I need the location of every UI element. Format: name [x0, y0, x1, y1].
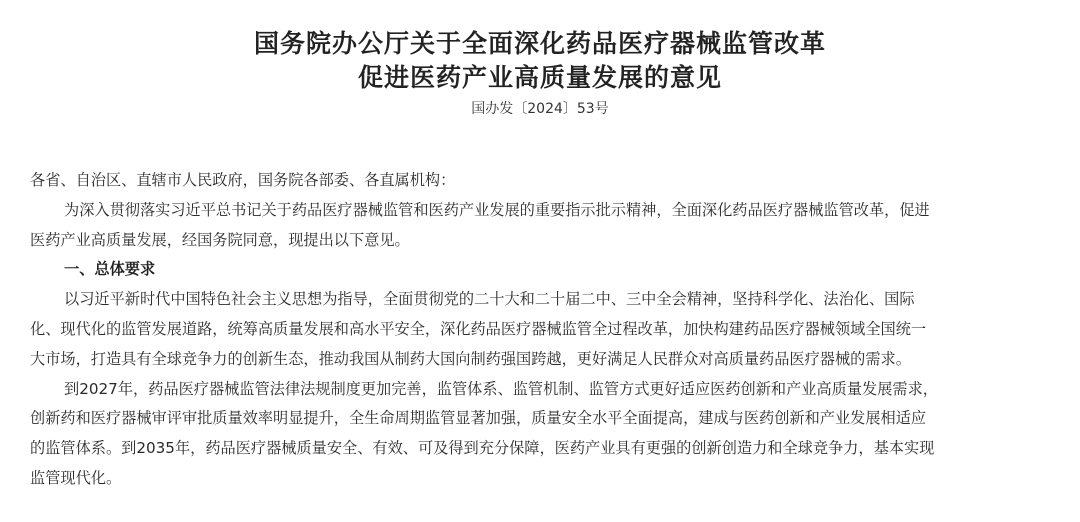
- document-title-line-1: 国务院办公厅关于全面深化药品医疗器械监管改革: [253, 29, 826, 58]
- paragraph-2-line-1: 到2027年，药品医疗器械监管法律法规制度更加完善，监管体系、监管机制、监管方式更好适应医药创新和产业高质量发展需求，: [64, 379, 938, 398]
- paragraph-1-line-3: 大市场，打造具有全球竞争力的创新生态，推动我国从制药大国向制药强国跨越，更好满足人民群众对高质量药品医疗器械的需求。: [30, 349, 911, 368]
- paragraph-2-line-4: 监管现代化。: [30, 468, 122, 487]
- salutation: 各省、自治区、直辖市人民政府，国务院各部委、各直属机构：: [30, 171, 456, 189]
- paragraph-2-line-3: 的监管体系。到2035年，药品医疗器械质量安全、有效、可及得到充分保障，医药产业具有更强的创新创造力和全球竞争力，基本实现: [30, 439, 935, 458]
- document-title-line-2: 促进医药产业高质量发展的意见: [357, 63, 722, 92]
- section-heading: 一、总体要求: [64, 260, 156, 279]
- intro-line-1: 为深入贯彻落实习近平总书记关于药品医疗器械监管和医药产业发展的重要指示批示精神，全面深化药品医疗器械监管改革，促进: [64, 200, 930, 219]
- document-body: [30, 166, 1048, 494]
- paragraph-1-line-2: 化、现代化的监管发展道路，统筹高质量发展和高水平安全，深化药品医疗器械监管全过程改革，加快构建药品医疗器械领域全国统一: [30, 319, 927, 338]
- paragraph-1-line-1: 以习近平新时代中国特色社会主义思想为指导，全面贯彻党的二十大和二十届二中、三中全会精神，坚持科学化、法治化、国际: [64, 290, 915, 309]
- intro-line-2: 医药产业高质量发展，经国务院同意，现提出以下意见。: [30, 230, 410, 249]
- paragraph-2-line-2: 创新药和医疗器械审评审批质量效率明显提升，全生命周期监管显著加强，质量安全水平全面提高，建成与医药创新和产业发展相适应: [30, 409, 927, 428]
- document-number: 国办发〔2024〕53号: [471, 101, 609, 117]
